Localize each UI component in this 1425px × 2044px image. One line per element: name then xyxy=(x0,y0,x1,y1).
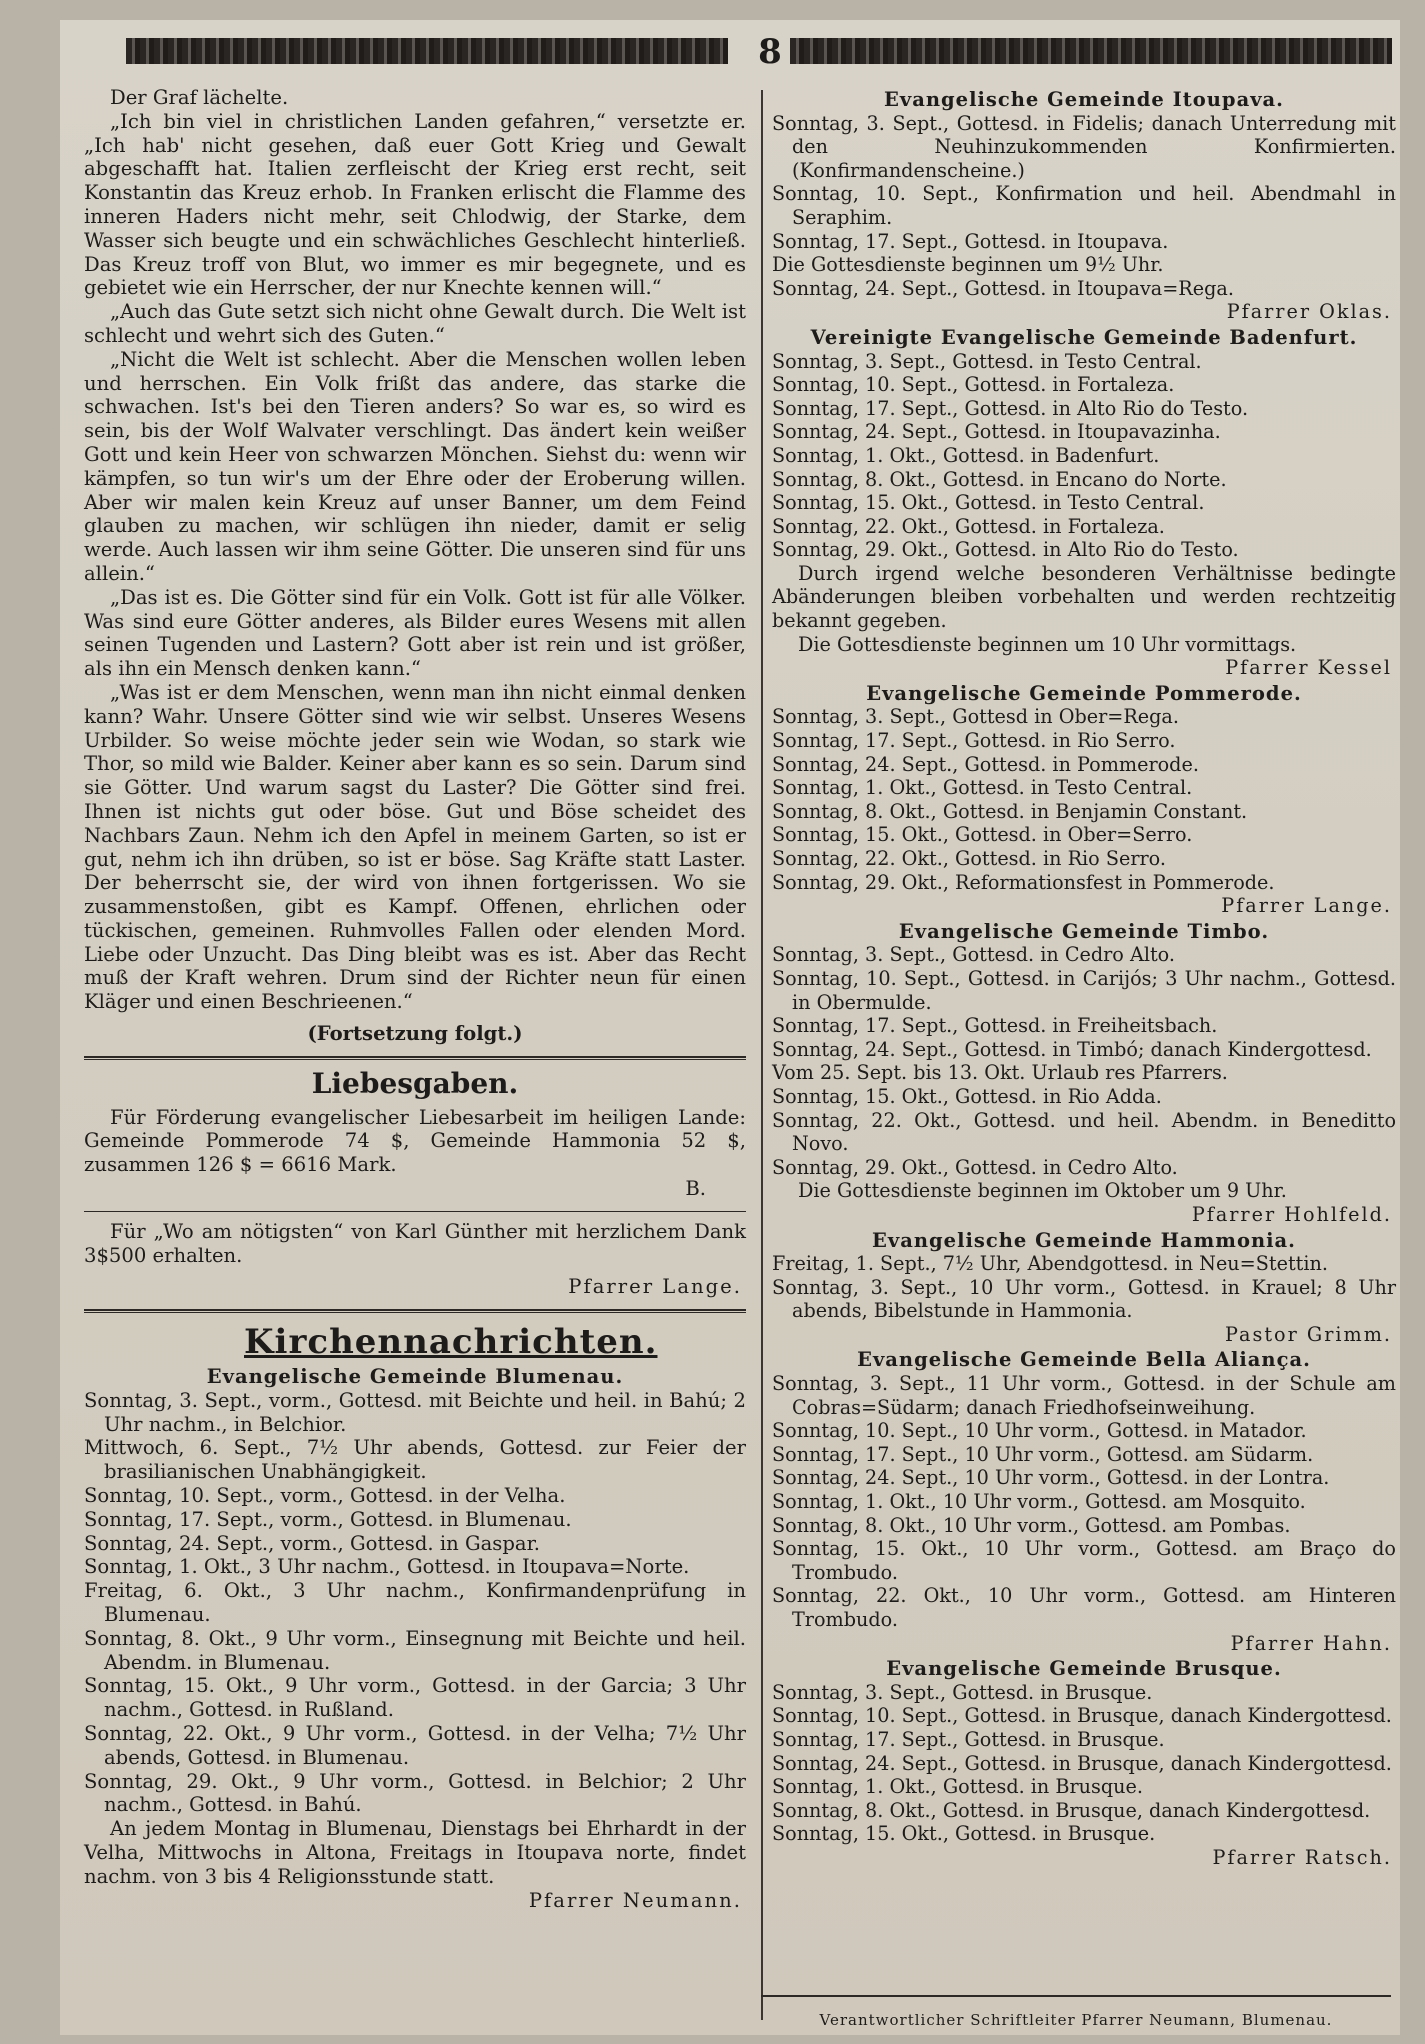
gifts-rule xyxy=(84,1211,746,1212)
service-entry: Sonntag, 15. Okt., 10 Uhr vorm., Gottesd. am Braço do Trombudo. xyxy=(772,1537,1396,1584)
timbo-note: Die Gottesdienste beginnen im Oktober um 9 Uhr. xyxy=(798,1179,1287,1203)
timbo-list xyxy=(772,943,1396,1179)
service-entry: Sonntag, 29. Okt., 9 Uhr vorm., Gottesd. in Belchior; 2 Uhr nachm., Gottesd. in Bahú. xyxy=(84,1769,746,1817)
service-entry: Sonntag, 22. Okt., Gottesd. in Rio Serro. xyxy=(772,847,1166,870)
service-entry: Sonntag, 17. Sept., Gottesd. in Brusque. xyxy=(772,1727,1165,1751)
service-entry: Sonntag, 10. Sept., Gottesd. in Carijós; 3 Uhr nachm., Gottesd. in Obermulde. xyxy=(772,966,1396,1014)
story-paragraph: „Ich bin viel in christlichen Landen gefahren,“ versetzte er. „Ich hab' nicht gesehen, daß euer Gott Krieg und Gewalt abgeschafft hat. Italien zerfleischt der Krieg erst recht, seit Konstantin das Kreuz erhob. In Franken erlischt die Flamme des inneren Haders nicht mehr, seit Chlodwig, der Starke, dem Wasser sich beugte und ein schwächliches Geschlecht hinterließ. Das Kreuz troff von Blut, wo immer es mir begegnete, und es gebietet wie ein Herrscher, der nur Knechte kennen will.“ xyxy=(84,109,746,300)
editor-footer: Verantwortlicher Schriftleiter Pfarrer Neumann, Blumenau. xyxy=(761,1995,1391,2029)
page-number: 8 xyxy=(758,32,782,72)
service-entry: Sonntag, 8. Okt., Gottesd. in Brusque, danach Kindergottesd. xyxy=(772,1798,1371,1822)
service-entry: Sonntag, 22. Okt., 10 Uhr vorm., Gottesd. am Hinteren Trombudo. xyxy=(772,1584,1396,1631)
service-entry: Sonntag, 10. Sept., Gottesd. in Brusque, danach Kindergottesd. xyxy=(772,1704,1392,1728)
service-entry: Sonntag, 3. Sept., Gottesd in Ober=Rega. xyxy=(772,705,1179,729)
service-entry: Sonntag, 17. Sept., vorm., Gottesd. in Blumenau. xyxy=(84,1507,572,1531)
story-paragraph: „Was ist er dem Menschen, wenn man ihn nicht einmal denken kann? Wahr. Unsere Götter sind wie wir selbst. Unseres Wesens Urbilder. So weise möchte jeder sein wie Wodan, so stark wie Thor, so mild wie Balder. Keiner aber kann es so sein. Darum sind sie Götter. Und warum sagst du Laster? Die Götter sind frei. Ihnen ist nichts gut oder böse. Gut und Böse scheidet des Nachbars Zaun. Nehm ich den Apfel in meinem Garten, so ist er gut, nehm ich ihn drüben, so ist er böse. Sag Kräfte statt Laster. Der beherrscht sie, der wird von ihnen fortgerissen. Wo sie zusammenstoßen, gibt es Kampf. Offenen, ehrlichen oder tückischen, gemeinen. Ruhmvolles Fallen oder elenden Mord. Liebe oder Unzucht. Das Ding bleibt was es ist. Aber das Recht muß der Kraft wehren. Drum sind der Richter neun für einen Kläger und einen Beschrieenen.“ xyxy=(84,680,746,1014)
service-entry: Sonntag, 3. Sept., 10 Uhr vorm., Gottesd. in Krauel; 8 Uhr abends, Bibelstunde in Hammonia. xyxy=(772,1275,1396,1323)
news-title: Kirchennachrichten. xyxy=(244,1322,658,1363)
service-entry: Sonntag, 8. Okt., 10 Uhr vorm., Gottesd. am Pombas. xyxy=(772,1513,1291,1537)
brusque-list xyxy=(772,1681,1396,1846)
story-paragraph: „Das ist es. Die Götter sind für ein Volk. Gott ist für alle Völker. Was sind eure Götter anderes, als Bilder eures Wesens mit allen seinen Tugenden und Lastern? Gott aber ist rein und ist größer, als ihn ein Mensch denken kann.“ xyxy=(84,585,746,681)
story-paragraph: Der Graf lächelte. xyxy=(110,86,289,109)
itoupava-list xyxy=(772,112,1396,301)
service-entry: Sonntag, 8. Okt., Gottesd. in Benjamin Constant. xyxy=(772,799,1248,823)
service-entry: Sonntag, 22. Okt., Gottesd. in Fortaleza. xyxy=(772,514,1165,538)
service-entry: Sonntag, 3. Sept., Gottesd. in Cedro Alto. xyxy=(772,943,1175,967)
service-entry: Freitag, 1. Sept., 7½ Uhr, Abendgottesd. in Neu=Stettin. xyxy=(772,1252,1328,1276)
gifts-text: Für Förderung evangelischer Liebesarbeit im heiligen Lande: Gemeinde Pommerode 74 $, Gemeinde Hammonia 52 $, zusammen 126 $ = 6616 Mark. xyxy=(84,1105,746,1177)
service-entry: Sonntag, 10. Sept., Gottesd. in Fortaleza. xyxy=(772,373,1175,397)
service-entry: Sonntag, 3. Sept., 11 Uhr vorm., Gottesd. in der Schule am Cobras=Südarm; danach Friedhofseinweihung. xyxy=(772,1372,1396,1419)
service-entry: Sonntag, 10. Sept., vorm., Gottesd. in der Velha. xyxy=(84,1484,566,1508)
gifts-text-2: Für „Wo am nötigsten“ von Karl Günther mit herzlichem Dank 3$500 erhalten. xyxy=(84,1219,746,1267)
blumenau-title: Evangelische Gemeinde Blumenau. xyxy=(206,1365,624,1389)
section-rule xyxy=(84,1056,746,1060)
service-entry: Sonntag, 3. Sept., vorm., Gottesd. mit Beichte und heil. in Bahú; 2 Uhr nachm., in Belchior. xyxy=(84,1388,746,1436)
service-entry: Vom 25. Sept. bis 13. Okt. Urlaub res Pfarrers. xyxy=(772,1061,1228,1085)
pommerode-title: Evangelische Gemeinde Pommerode. xyxy=(866,681,1302,705)
gifts-initial: B. xyxy=(685,1177,706,1201)
service-entry: Sonntag, 10. Sept., 10 Uhr vorm., Gottesd. in Matador. xyxy=(772,1419,1307,1443)
service-entry: Sonntag, 15. Okt., 9 Uhr vorm., Gottesd. in der Garcia; 3 Uhr nachm., Gottesd. in Rußland. xyxy=(84,1674,746,1722)
service-entry: Sonntag, 15. Okt., Gottesd. in Ober=Serro. xyxy=(772,823,1193,847)
service-entry: Sonntag, 24. Sept., Gottesd. in Itoupava=Rega. xyxy=(772,276,1234,300)
pommerode-signature: Pfarrer Lange. xyxy=(1221,894,1392,918)
blumenau-signature: Pfarrer Neumann. xyxy=(528,1888,742,1912)
itoupava-title: Evangelische Gemeinde Itoupava. xyxy=(884,88,1284,111)
badenfurt-list xyxy=(772,350,1396,562)
service-entry: Sonntag, 3. Sept., Gottesd. in Brusque. xyxy=(772,1680,1153,1704)
story-text xyxy=(84,86,746,1014)
newspaper-page xyxy=(60,20,1400,2035)
brusque-title: Evangelische Gemeinde Brusque. xyxy=(886,1657,1282,1681)
story-paragraph: „Auch das Gute setzt sich nicht ohne Gewalt durch. Die Welt ist schlecht und wehrt sich des Guten.“ xyxy=(84,300,746,347)
hammonia-signature: Pastor Grimm. xyxy=(1225,1322,1392,1346)
badenfurt-note-1: Durch irgend welche besonderen Verhältnisse bedingte Abänderungen bleiben vorbehalten und werden rechtzeitig bekannt gegeben. xyxy=(772,561,1396,633)
service-entry: Sonntag, 24. Sept., vorm., Gottesd. in Gaspar. xyxy=(84,1531,541,1555)
hammonia-list xyxy=(772,1252,1396,1323)
service-entry: Sonntag, 15. Okt., Gottesd. in Testo Central. xyxy=(772,491,1205,515)
service-entry: Sonntag, 24. Sept., Gottesd. in Brusque, danach Kindergottesd. xyxy=(772,1751,1392,1775)
brusque-signature: Pfarrer Ratsch. xyxy=(1212,1845,1392,1869)
service-entry: Sonntag, 24. Sept., Gottesd. in Itoupavazinha. xyxy=(772,420,1221,444)
service-entry: Sonntag, 24. Sept., 10 Uhr vorm., Gottesd. in der Lontra. xyxy=(772,1466,1330,1490)
service-entry: Sonntag, 1. Okt., 10 Uhr vorm., Gottesd. am Mosquito. xyxy=(772,1490,1306,1514)
blumenau-list xyxy=(84,1389,746,1817)
service-entry: Sonntag, 1. Okt., Gottesd. in Brusque. xyxy=(772,1775,1143,1799)
header-rule-left xyxy=(126,38,728,64)
bella-title: Evangelische Gemeinde Bella Aliança. xyxy=(857,1348,1311,1372)
badenfurt-signature: Pfarrer Kessel xyxy=(1225,656,1392,680)
service-entry: Sonntag, 24. Sept., Gottesd. in Timbó; danach Kindergottesd. xyxy=(772,1037,1372,1061)
service-entry: Sonntag, 17. Sept., Gottesd. in Rio Serro. xyxy=(772,729,1176,753)
itoupava-signature: Pfarrer Oklas. xyxy=(1226,300,1392,324)
header-rule-right xyxy=(790,38,1392,64)
service-entry: Sonntag, 17. Sept., 10 Uhr vorm., Gottesd. am Südarm. xyxy=(772,1442,1314,1466)
right-column xyxy=(772,86,1396,1870)
service-entry: Sonntag, 29. Okt., Gottesd. in Cedro Alto. xyxy=(772,1155,1178,1179)
service-entry: Sonntag, 24. Sept., Gottesd. in Pommerode. xyxy=(772,752,1199,776)
continued-note: (Fortsetzung folgt.) xyxy=(307,1022,523,1046)
service-entry: Sonntag, 29. Okt., Reformationsfest in Pommerode. xyxy=(772,870,1275,894)
service-entry: Sonntag, 17. Sept., Gottesd. in Alto Rio do Testo. xyxy=(772,396,1249,420)
service-entry: Sonntag, 8. Okt., Gottesd. in Encano do Norte. xyxy=(772,467,1227,491)
service-entry: Sonntag, 1. Okt., Gottesd. in Badenfurt. xyxy=(772,443,1160,467)
service-entry: Sonntag, 15. Okt., Gottesd. in Brusque. xyxy=(772,1822,1156,1846)
badenfurt-note-2: Die Gottesdienste beginnen um 10 Uhr vormittags. xyxy=(798,632,1297,656)
service-entry: Sonntag, 22. Okt., Gottesd. und heil. Abendm. in Beneditto Novo. xyxy=(772,1108,1396,1156)
service-entry: Sonntag, 3. Sept., Gottesd. in Testo Central. xyxy=(772,349,1202,373)
left-column xyxy=(84,86,746,1912)
hammonia-title: Evangelische Gemeinde Hammonia. xyxy=(872,1228,1296,1252)
service-entry: Sonntag, 8. Okt., 9 Uhr vorm., Einsegnung mit Beichte und heil. Abendm. in Blumenau. xyxy=(84,1626,746,1674)
blumenau-note: An jedem Montag in Blumenau, Dienstags bei Ehrhardt in der Velha, Mittwochs in Altona, Freitags in Itoupava norte, findet nachm. von 3 bis 4 Religionsstunde statt. xyxy=(84,1817,746,1888)
timbo-title: Evangelische Gemeinde Timbo. xyxy=(898,919,1270,943)
timbo-signature: Pfarrer Hohlfeld. xyxy=(1191,1202,1392,1226)
service-entry: Sonntag, 1. Okt., Gottesd. in Testo Central. xyxy=(772,776,1193,800)
bella-list xyxy=(772,1372,1396,1632)
pommerode-list xyxy=(772,705,1396,894)
bella-signature: Pfarrer Hahn. xyxy=(1230,1631,1392,1655)
service-entry: Sonntag, 17. Sept., Gottesd. in Freiheitsbach. xyxy=(772,1014,1218,1038)
service-entry: Sonntag, 1. Okt., 3 Uhr nachm., Gottesd. in Itoupava=Norte. xyxy=(84,1555,690,1579)
service-entry: Freitag, 6. Okt., 3 Uhr nachm., Konfirmandenprüfung in Blumenau. xyxy=(84,1579,746,1627)
service-entry: Mittwoch, 6. Sept., 7½ Uhr abends, Gottesd. zur Feier der brasilianischen Unabhängigkeit. xyxy=(84,1436,746,1484)
gifts-title: Liebesgaben. xyxy=(311,1066,519,1100)
service-entry: Sonntag, 3. Sept., Gottesd. in Fidelis; danach Unterredung mit den Neuhinzukommenden Konfirmierten. (Konfirmandenscheine.) xyxy=(772,111,1396,182)
story-paragraph: „Nicht die Welt ist schlecht. Aber die Menschen wollen leben und herrschen. Ein Volk frißt das andere, das starke die schwachen. Ist's bei den Tieren anders? So war es, so wird es sein, bis der Wolf Walvater verschlingt. Das ändert kein weißer Gott und kein Heer von schwarzen Mönchen. Siehst du: wenn wir kämpfen, so tun wir's um der Ehre oder der Eroberung willen. Aber wir malen kein Kreuz auf unser Banner, um dem Feind glauben zu machen, wir schlügen ihn nieder, damit er selig werde. Auch lassen wir ihm seine Götter. Die unseren sind für uns allein.“ xyxy=(84,347,746,585)
service-entry: Die Gottesdienste beginnen um 9½ Uhr. xyxy=(772,253,1164,277)
service-entry: Sonntag, 15. Okt., Gottesd. in Rio Adda. xyxy=(772,1084,1162,1108)
service-entry: Sonntag, 22. Okt., 9 Uhr vorm., Gottesd. in der Velha; 7½ Uhr abends, Gottesd. in Blumenau. xyxy=(84,1722,746,1769)
service-entry: Sonntag, 17. Sept., Gottesd. in Itoupava. xyxy=(772,229,1169,253)
service-entry: Sonntag, 10. Sept., Konfirmation und heil. Abendmahl in Seraphim. xyxy=(772,182,1396,229)
service-entry: Sonntag, 29. Okt., Gottesd. in Alto Rio do Testo. xyxy=(772,538,1239,562)
gifts-signature: Pfarrer Lange. xyxy=(568,1275,742,1299)
badenfurt-title: Vereinigte Evangelische Gemeinde Badenfurt. xyxy=(810,325,1358,349)
column-divider xyxy=(761,90,763,2020)
section-rule-2 xyxy=(84,1309,746,1313)
